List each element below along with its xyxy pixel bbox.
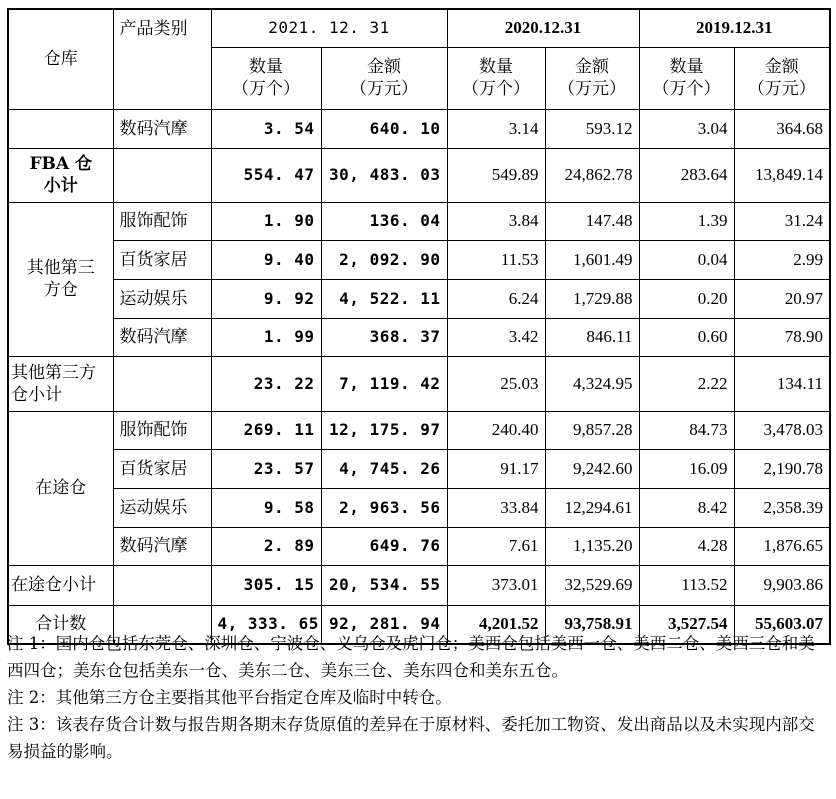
amt-2019-cell: 9,903.86 — [734, 565, 830, 605]
qty-2021-cell: 1. 90 — [211, 202, 321, 240]
qty-2019-cell: 3.04 — [639, 109, 734, 148]
qty-2020-cell: 4,201.52 — [447, 605, 545, 644]
qty-label: 数量 — [669, 57, 704, 77]
empty-cell — [113, 356, 211, 411]
amt-2020-cell: 846.11 — [545, 318, 639, 356]
header-period-2021: 2021. 12. 31 — [211, 9, 447, 47]
amt-2020-cell: 1,601.49 — [545, 240, 639, 279]
qty-2020-cell: 33.84 — [447, 488, 545, 527]
qty-2021-cell: 9. 92 — [211, 279, 321, 318]
header-amt-2021 — [321, 47, 447, 109]
header-qty-2019 — [639, 47, 734, 109]
note-3: 注 3：该表存货合计数与报告期各期末存货原值的差异在于原材料、委托加工物资、发出商品以及未实现内部交易损益的影响。 — [7, 715, 815, 761]
table-row — [8, 279, 830, 318]
qty-2021-cell: 2. 89 — [211, 527, 321, 565]
third-party-subtotal-label — [8, 356, 113, 411]
amt-2020-cell: 593.12 — [545, 109, 639, 148]
amt-2020-cell: 93,758.91 — [545, 605, 639, 644]
qty-2020-cell: 3.14 — [447, 109, 545, 148]
amt-2021-cell: 2, 092. 90 — [321, 240, 447, 279]
amt-2021-cell: 20, 534. 55 — [321, 565, 447, 605]
qty-2021-cell: 554. 47 — [211, 148, 321, 202]
qty-2021-cell: 3. 54 — [211, 109, 321, 148]
amt-2019-cell: 20.97 — [734, 279, 830, 318]
amt-2019-cell: 1,876.65 — [734, 527, 830, 565]
label-line: 其他第三 — [26, 258, 95, 278]
qty-label: 数量 — [249, 57, 283, 77]
qty-2021-cell: 305. 15 — [211, 565, 321, 605]
label-line: FBA 仓 — [29, 154, 93, 174]
amt-label: 金额 — [367, 57, 401, 77]
amt-2021-cell: 92, 281. 94 — [321, 605, 447, 644]
amt-2020-cell: 1,729.88 — [545, 279, 639, 318]
header-row-periods — [8, 9, 830, 47]
category-cell: 服饰配饰 — [113, 411, 211, 449]
qty-2021-cell: 23. 57 — [211, 449, 321, 488]
table-row — [8, 240, 830, 279]
category-cell: 数码汽摩 — [113, 109, 211, 148]
amt-2020-cell: 147.48 — [545, 202, 639, 240]
amt-2019-cell: 2.99 — [734, 240, 830, 279]
in-transit-group-label: 在途仓 — [8, 411, 113, 565]
qty-unit: （万个） — [652, 79, 721, 99]
amt-2021-cell: 640. 10 — [321, 109, 447, 148]
table-notes — [7, 630, 829, 765]
amt-2021-cell: 136. 04 — [321, 202, 447, 240]
qty-2019-cell: 113.52 — [639, 565, 734, 605]
qty-2020-cell: 91.17 — [447, 449, 545, 488]
amt-unit: （万元） — [747, 79, 816, 99]
amt-2020-cell: 24,862.78 — [545, 148, 639, 202]
qty-2019-cell: 4.28 — [639, 527, 734, 565]
qty-2019-cell: 0.60 — [639, 318, 734, 356]
amt-label: 金额 — [575, 57, 609, 77]
qty-label: 数量 — [479, 57, 513, 77]
qty-2019-cell: 0.04 — [639, 240, 734, 279]
amt-2020-cell: 4,324.95 — [545, 356, 639, 411]
qty-2021-cell: 23. 22 — [211, 356, 321, 411]
amt-2020-cell: 32,529.69 — [545, 565, 639, 605]
header-period-2019: 2019.12.31 — [639, 9, 830, 47]
category-cell: 数码汽摩 — [113, 318, 211, 356]
amt-2019-cell: 364.68 — [734, 109, 830, 148]
amt-2019-cell: 13,849.14 — [734, 148, 830, 202]
amt-2021-cell: 12, 175. 97 — [321, 411, 447, 449]
qty-2021-cell: 4, 333. 65 — [211, 605, 321, 644]
inventory-table-container — [7, 8, 829, 645]
table-row — [8, 488, 830, 527]
category-cell: 百货家居 — [113, 449, 211, 488]
header-qty-2021 — [211, 47, 321, 109]
qty-2019-cell: 2.22 — [639, 356, 734, 411]
qty-2020-cell: 3.84 — [447, 202, 545, 240]
qty-2021-cell: 269. 11 — [211, 411, 321, 449]
table-row — [8, 449, 830, 488]
table-row — [8, 318, 830, 356]
qty-2019-cell: 3,527.54 — [639, 605, 734, 644]
category-cell: 运动娱乐 — [113, 488, 211, 527]
amt-2021-cell: 4, 745. 26 — [321, 449, 447, 488]
category-cell: 百货家居 — [113, 240, 211, 279]
label-line: 仓小计 — [11, 384, 62, 405]
qty-2020-cell: 6.24 — [447, 279, 545, 318]
header-warehouse: 仓库 — [8, 9, 113, 109]
amt-2021-cell: 30, 483. 03 — [321, 148, 447, 202]
qty-2019-cell: 84.73 — [639, 411, 734, 449]
table-row-subtotal — [8, 565, 830, 605]
qty-2021-cell: 9. 40 — [211, 240, 321, 279]
header-period-2020: 2020.12.31 — [447, 9, 639, 47]
header-category: 产品类别 — [113, 9, 211, 109]
table-row — [8, 109, 830, 148]
amt-2021-cell: 2, 963. 56 — [321, 488, 447, 527]
category-cell: 运动娱乐 — [113, 279, 211, 318]
amt-unit: （万元） — [350, 79, 418, 99]
qty-2020-cell: 11.53 — [447, 240, 545, 279]
inventory-table — [7, 8, 831, 645]
label-line: 小计 — [43, 176, 78, 196]
qty-2019-cell: 0.20 — [639, 279, 734, 318]
amt-2019-cell: 2,190.78 — [734, 449, 830, 488]
amt-unit: （万元） — [558, 79, 626, 99]
table-row-subtotal — [8, 148, 830, 202]
category-cell: 数码汽摩 — [113, 527, 211, 565]
table-row — [8, 202, 830, 240]
fba-subtotal-label — [8, 148, 113, 202]
amt-2021-cell: 368. 37 — [321, 318, 447, 356]
amt-2020-cell: 9,857.28 — [545, 411, 639, 449]
amt-2020-cell: 9,242.60 — [545, 449, 639, 488]
table-row — [8, 411, 830, 449]
amt-2021-cell: 649. 76 — [321, 527, 447, 565]
third-party-group-label — [8, 202, 113, 356]
qty-2020-cell: 240.40 — [447, 411, 545, 449]
qty-2019-cell: 283.64 — [639, 148, 734, 202]
total-label: 合计数 — [8, 605, 113, 644]
qty-2019-cell: 16.09 — [639, 449, 734, 488]
amt-2019-cell: 2,358.39 — [734, 488, 830, 527]
qty-unit: （万个） — [462, 79, 530, 99]
amt-2020-cell: 12,294.61 — [545, 488, 639, 527]
note-1: 注 1：国内仓包括东莞仓、深圳仓、宁波仓、义乌仓及虎门仓；美西仓包括美西一仓、美西二仓、美西三仓和美西四仓；美东仓包括美东一仓、美东二仓、美东三仓、美东四仓和美东五仓。 — [7, 634, 815, 680]
label-line: 方仓 — [43, 280, 78, 300]
amt-2019-cell: 31.24 — [734, 202, 830, 240]
empty-cell — [8, 109, 113, 148]
amt-2020-cell: 1,135.20 — [545, 527, 639, 565]
header-amt-2020 — [545, 47, 639, 109]
table-row-subtotal — [8, 356, 830, 411]
qty-2020-cell: 373.01 — [447, 565, 545, 605]
qty-unit: （万个） — [232, 79, 300, 99]
qty-2019-cell: 1.39 — [639, 202, 734, 240]
header-qty-2020 — [447, 47, 545, 109]
category-cell: 服饰配饰 — [113, 202, 211, 240]
empty-cell — [113, 565, 211, 605]
qty-2021-cell: 9. 58 — [211, 488, 321, 527]
qty-2019-cell: 8.42 — [639, 488, 734, 527]
amt-2019-cell: 78.90 — [734, 318, 830, 356]
amt-2019-cell: 3,478.03 — [734, 411, 830, 449]
amt-2019-cell: 55,603.07 — [734, 605, 830, 644]
header-amt-2019 — [734, 47, 830, 109]
empty-cell — [113, 148, 211, 202]
qty-2020-cell: 3.42 — [447, 318, 545, 356]
qty-2020-cell: 549.89 — [447, 148, 545, 202]
table-row — [8, 527, 830, 565]
qty-2020-cell: 7.61 — [447, 527, 545, 565]
amt-label: 金额 — [764, 57, 799, 77]
note-2: 注 2：其他第三方仓主要指其他平台指定仓库及临时中转仓。 — [7, 688, 452, 707]
amt-2019-cell: 134.11 — [734, 356, 830, 411]
in-transit-subtotal-label: 在途仓小计 — [8, 565, 113, 605]
qty-2021-cell: 1. 99 — [211, 318, 321, 356]
amt-2021-cell: 7, 119. 42 — [321, 356, 447, 411]
label-line: 其他第三方 — [11, 362, 96, 383]
amt-2021-cell: 4, 522. 11 — [321, 279, 447, 318]
qty-2020-cell: 25.03 — [447, 356, 545, 411]
